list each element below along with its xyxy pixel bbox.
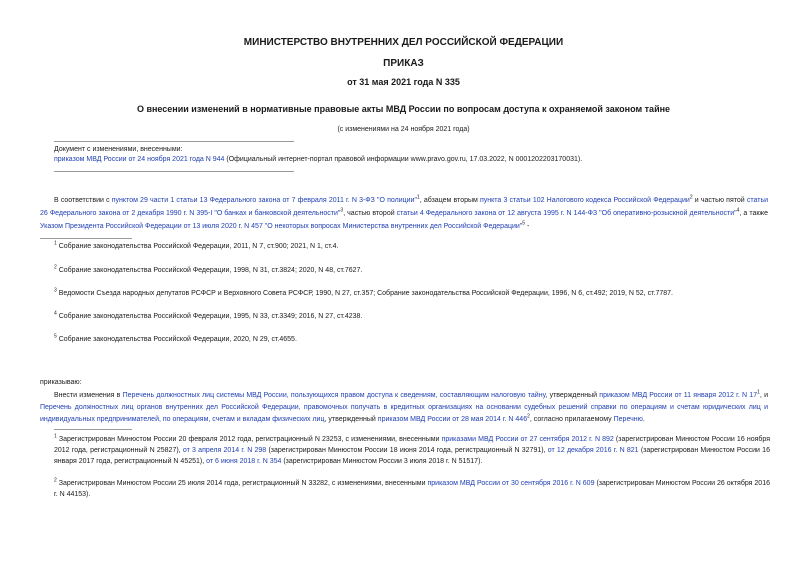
ministry-name: МИНИСТЕРСТВО ВНУТРЕННИХ ДЕЛ РОССИЙСКОЙ ФЕДЕРАЦИИ: [243, 37, 564, 48]
footnote-ref[interactable]: 3: [340, 207, 344, 214]
footnote-2: $^2$ Собрание законодательства Российской Федерации, 1998, N 31, ст.3824; 2020, N 48, ст.7627.: [54, 264, 363, 274]
footnote-ref[interactable]: 2: [689, 194, 693, 201]
footnotes-rule: [40, 238, 132, 239]
law-link-ord[interactable]: статьи 4 Федерального закона от 12 августа 1995 г. N 144-ФЗ "Об оперативно-розыскной деятельности": [396, 210, 737, 217]
amend-298-link[interactable]: от 3 апреля 2014 г. N 298: [182, 447, 267, 454]
law-link-banks[interactable]: статьи 26 Федерального закона от 2 декабря 1990 г. N 395-I "О банках и банковской деятельности": [40, 197, 769, 217]
changes-label: Документ с изменениями, внесенными:: [54, 146, 183, 153]
document-date-number: от 31 мая 2021 года N 335: [347, 77, 460, 87]
changes-link[interactable]: приказом МВД России от 24 ноября 2021 года N 944: [54, 156, 225, 163]
footnote-ref[interactable]: 1: [416, 194, 420, 201]
annex-list-link[interactable]: Перечню: [613, 416, 643, 423]
changes-block: [54, 145, 754, 165]
changes-text: приказом МВД России от 24 ноября 2021 года N 944 (Официальный интернет-портал правовой информации www.pravo.gov.ru, 17.03.2022, N 0001202203170031).: [54, 156, 583, 163]
footnote-1: $^1$ Собрание законодательства Российской Федерации, 2011, N 7, ст.900; 2021, N 1, ст.4.: [54, 240, 339, 250]
footnote-5: $^5$ Собрание законодательства Российской Федерации, 2020, N 29, ст.4655.: [54, 333, 297, 343]
footnote-ref[interactable]: 1: [757, 389, 760, 396]
changes-top-rule: [54, 141, 294, 142]
tax-secret-list-link[interactable]: Перечень должностных лиц системы МВД России, пользующихся правом доступа к сведениям, составляющим налоговую тайну: [122, 392, 546, 399]
document-type: ПРИКАЗ: [383, 58, 424, 69]
footnote-ref[interactable]: 2: [527, 413, 530, 420]
law-link-tax-code[interactable]: пункта 3 статьи 102 Налогового кодекса Российской Федерации: [479, 197, 690, 204]
footnote-ref[interactable]: 4: [736, 207, 740, 214]
footnote-order-2: $^2$ Зарегистрирован Минюстом России 25 июля 2014 года, регистрационный N 33282, с изменениями, внесенными приказом МВД России от 30 сентября 2016 г. N 609 (зарегистрирован Минюстом России 26 октября 2016 г. N 44153).: [54, 477, 770, 498]
order-word: приказываю:: [40, 379, 82, 386]
document-title: О внесении изменений в нормативные правовые акты МВД России по вопросам доступа к охраняемой законом тайне: [136, 104, 671, 114]
footnote-4: $^4$ Собрание законодательства Российской Федерации, 1995, N 33, ст.3349; 2016, N 27, ст.4238.: [54, 310, 363, 320]
order-paragraph: Внести изменения в Перечень должностных лиц системы МВД России, пользующихся правом доступа к сведениям, составляющим налоговую тайну, утвержденный приказом МВД России от 11 января 2012 г. N $17^1$, и Перечень должностных лиц органов внутренних дел Российской Федерации, правомочных получать в кредитных организациях на основании судебных решений справки по операциям и счетам юридических лиц и индивидуальных предпринимателей, по операциям, счетам и вкладам физических лиц, утвержденный приказом МВД России от 28 мая 2014 г. N $446^2$, согласно прилагаемому Перечню.: [40, 389, 768, 423]
footnote-order-1: $^1$ Зарегистрирован Минюстом России 20 февраля 2012 года, регистрационный N 23253, с изменениями, внесенными приказами МВД России от 27 сентября 2012 г. N 892 (зарегистрирован Минюстом России 16 ноября 2012 года, регистрационный N 25827), от 3 апреля 2014 г. N 298 (зарегистрирован Минюстом России 18 июня 2014 года, регистрационный N 32791), от 12 декабря 2016 г. N 821 (зарегистрирован Минюстом России 16 января 2017 года, регистрационный N 45251), от 6 июня 2018 г. N 354 (зарегистрирован Минюстом России 3 июля 2018 г. N 51517).: [54, 433, 770, 465]
edition-note: (с изменениями на 24 ноября 2021 года): [337, 126, 470, 133]
order-17-link[interactable]: приказом МВД России от 11 января 2012 г. N 17: [599, 392, 758, 399]
decree-link[interactable]: Указом Президента Российской Федерации от 13 июля 2020 г. N 457 "О некоторых вопросах Министерства внутренних дел Российской Федерации": [40, 223, 523, 230]
preamble: В соответствии с пунктом 29 части 1 статьи 13 Федерального закона от 7 февраля 2011 г. N 3-ФЗ "О полиции"$^1$, абзацем вторым пункта 3 статьи 102 Налогового кодекса Российской Федерации$^2$ и частью пятой статьи 26 Федерального закона от 2 декабря 1990 г. N 395-I "О банках и банковской деятельности"$^3$, частью второй статьи 4 Федерального закона от 12 августа 1995 г. N 144-ФЗ "Об оперативно-розыскной деятельности"$^4$, а также Указом Президента Российской Федерации от 13 июля 2020 г. N 457 "О некоторых вопросах Министерства внутренних дел Российской Федерации"$^5$ -: [40, 194, 769, 230]
amend-354-link[interactable]: от 6 июня 2018 г. N 354: [206, 458, 282, 465]
amend-821-link[interactable]: от 12 декабря 2016 г. N 821: [547, 447, 639, 454]
footnote-3: $^3$ Ведомости Съезда народных депутатов РСФСР и Верховного Совета РСФСР, 1990, N 27, ст.357; Собрание законодательства Российской Федерации, 1996, N 6, ст.492; 2019, N 52, ст.7787.: [54, 287, 673, 297]
changes-bottom-rule: [54, 171, 294, 172]
footnotes-rule-2: [54, 429, 132, 430]
law-link-police[interactable]: пунктом 29 части 1 статьи 13 Федерального закона от 7 февраля 2011 г. N 3-ФЗ "О полиции": [111, 197, 417, 204]
bank-list-link[interactable]: Перечень должностных лиц органов внутренних дел Российской Федерации, правомочных получать в кредитных организациях на основании судебных решений справки по операциям и счетам юридических лиц и индивидуальных предпринимателей, по операциям, счетам и вкладам физических лиц: [40, 404, 768, 423]
footnote-ref[interactable]: 5: [522, 220, 526, 227]
amend-609-link[interactable]: приказом МВД России от 30 сентября 2016 г. N 609: [427, 480, 595, 487]
order-446-link[interactable]: приказом МВД России от 28 мая 2014 г. N 446: [377, 416, 528, 423]
amend-892-link[interactable]: приказами МВД России от 27 сентября 2012 г. N 892: [441, 436, 614, 443]
